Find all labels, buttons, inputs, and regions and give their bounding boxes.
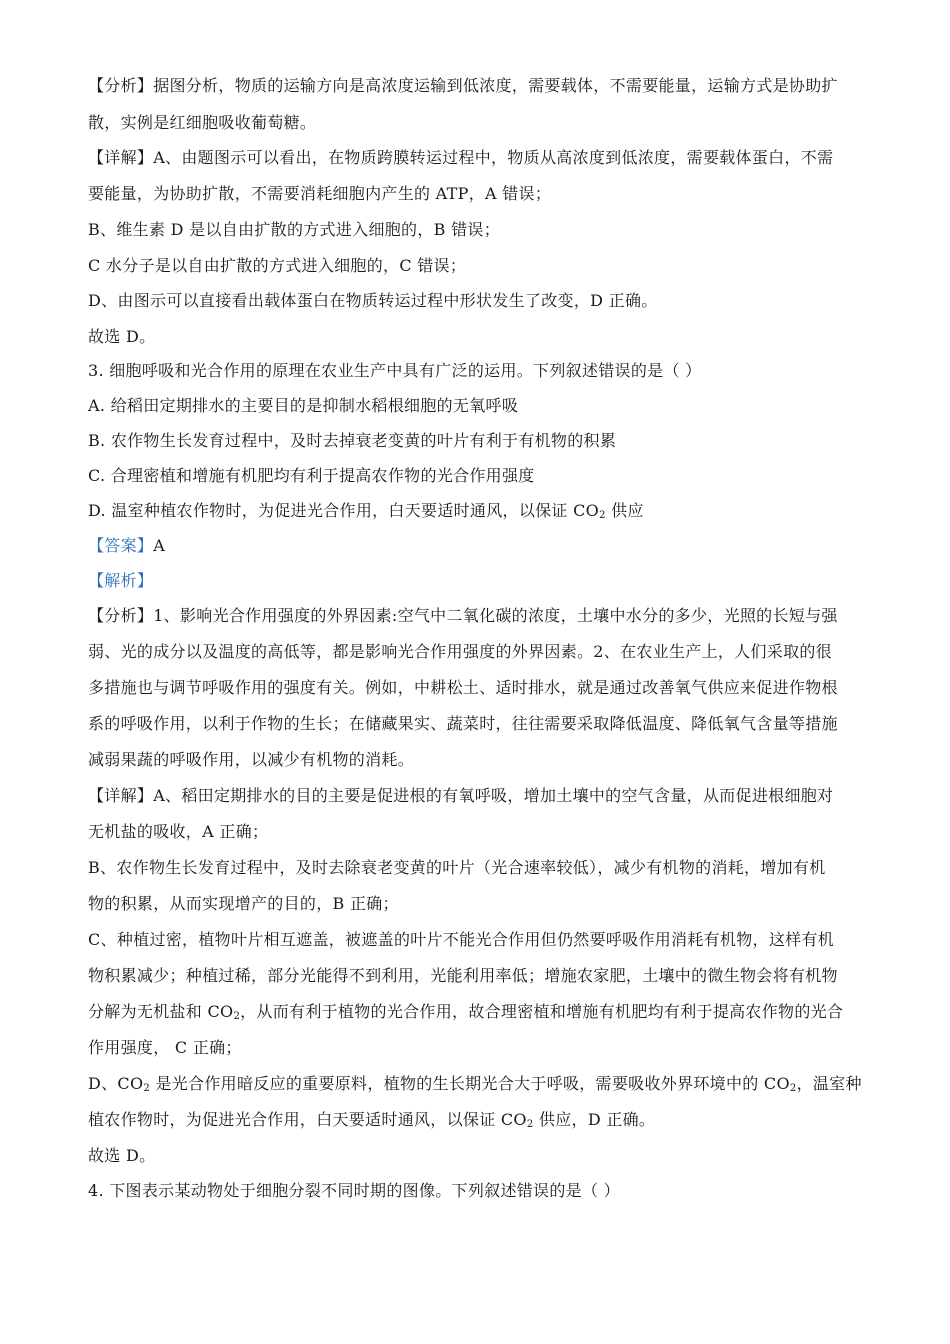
text-line: 物的积累，从而实现增产的目的，B 正确；: [88, 894, 399, 913]
text-line: 要能量，为协助扩散，不需要消耗细胞内产生的 ATP，A 错误；: [88, 184, 552, 203]
text-line: 故选 D。: [88, 1146, 156, 1165]
text-line: D、由图示可以直接看出载体蛋白在物质转运过程中形状发生了改变，D 正确。: [88, 291, 658, 310]
text-line: 分解为无机盐和 $CO_2$，从而有利于植物的光合作用，故合理密植和增施有机肥均有利于提高农作物的光合: [88, 1002, 844, 1022]
text-line: 弱、光的成分以及温度的高低等，都是影响光合作用强度的外界因素。2、在农业生产上，人们采取的很: [88, 642, 832, 661]
answer-label: 【答案】: [88, 536, 154, 555]
text-line: 【分析】1、影响光合作用强度的外界因素:空气中二氧化碳的浓度，土壤中水分的多少，光照的长短与强: [88, 606, 838, 625]
text-line: C 水分子是以自由扩散的方式进入细胞的，C 错误；: [88, 256, 467, 275]
text-line: 【详解】A、稻田定期排水的目的主要是促进根的有氧呼吸，增加土壤中的空气含量，从而促进根细胞对: [88, 786, 834, 805]
text-line: 减弱果蔬的呼吸作用，以减少有机物的消耗。: [88, 750, 415, 769]
text-line: 系的呼吸作用，以利于作物的生长；在储藏果实、蔬菜时，往往需要采取降低温度、降低氧气含量等措施: [88, 714, 838, 733]
text-line: 植农作物时，为促进光合作用，白天要适时通风，以保证 $CO_2$ 供应，D 正确。: [88, 1110, 656, 1130]
text-line: C、种植过密，植物叶片相互遮盖，被遮盖的叶片不能光合作用但仍然要呼吸作用消耗有机物，这样有机: [88, 930, 835, 949]
text-line: 作用强度， C 正确；: [88, 1038, 242, 1057]
text-line: 物积累减少；种植过稀，部分光能得不到利用，光能利用率低；增施农家肥，土壤中的微生物会将有机物: [88, 966, 838, 985]
text-line: 多措施也与调节呼吸作用的强度有关。例如，中耕松土、适时排水，就是通过改善氧气供应来促进作物根: [88, 678, 838, 697]
text-line: 【分析】据图分析，物质的运输方向是高浓度运输到低浓度，需要载体，不需要能量，运输方式是协助扩: [88, 76, 838, 95]
text-line: B、维生素 D 是以自由扩散的方式进入细胞的，B 错误；: [88, 220, 501, 239]
text-line: D、$CO_2$ 是光合作用暗反应的重要原料，植物的生长期光合大于呼吸，需要吸收外界环境中的 $CO_2$，温室种: [88, 1074, 862, 1094]
answer-line: [88, 533, 870, 559]
text-line: 散，实例是红细胞吸收葡萄糖。: [88, 113, 317, 132]
answer-value: A: [153, 536, 166, 555]
option-b: B. 农作物生长发育过程中，及时去掉衰老变黄的叶片有利于有机物的积累: [88, 431, 617, 450]
text-line: 无机盐的吸收，A 正确；: [88, 822, 269, 841]
option-a: A. 给稻田定期排水的主要目的是抑制水稻根细胞的无氧呼吸: [88, 396, 519, 415]
text-line: 【详解】A、由题图示可以看出，在物质跨膜转运过程中，物质从高浓度到低浓度，需要载体蛋白，不需: [88, 148, 834, 167]
option-c: C. 合理密植和增施有机肥均有利于提高农作物的光合作用强度: [88, 466, 535, 485]
question-3: 3. 细胞呼吸和光合作用的原理在农业生产中具有广泛的运用。下列叙述错误的是（ ）: [88, 361, 702, 380]
analysis-label: 【解析】: [88, 571, 154, 590]
text-line: B、农作物生长发育过程中，及时去除衰老变黄的叶片（光合速率较低），减少有机物的消耗，增加有机: [88, 858, 826, 877]
question-4: 4. 下图表示某动物处于细胞分裂不同时期的图像。下列叙述错误的是（ ）: [88, 1181, 620, 1200]
option-d: D. 温室种植农作物时，为促进光合作用，白天要适时通风，以保证 $CO_2$ 供应: [88, 501, 644, 521]
text-line: 故选 D。: [88, 327, 156, 346]
